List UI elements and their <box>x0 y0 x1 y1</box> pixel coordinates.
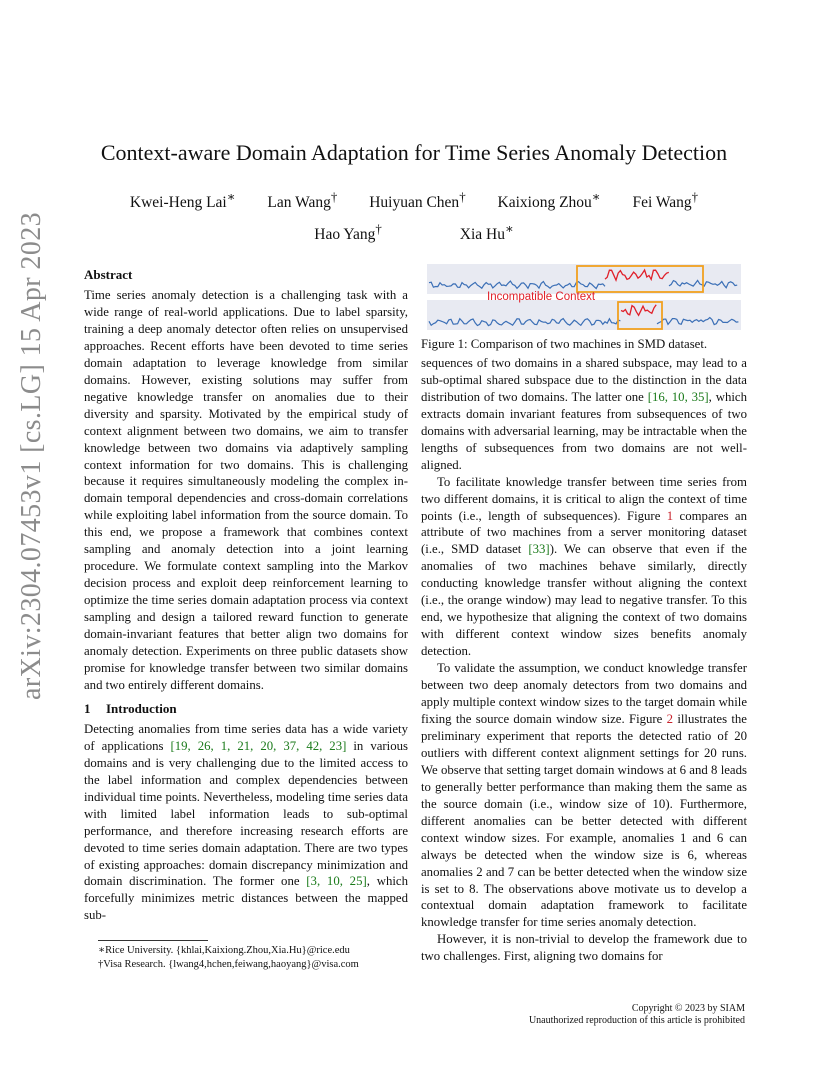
footnote-rule <box>98 940 208 941</box>
footnotes <box>84 940 414 972</box>
left-column <box>84 266 408 924</box>
author-row-2 <box>0 216 828 248</box>
author-list <box>0 184 828 248</box>
abstract-text: Time series anomaly detection is a challenging task with a wide range of real-world applications. Due to label sparsity, training a deep anomaly detector often relies on unsupervised approaches. Recent efforts have been devoted to time series domain adaptation to leverage knowledge from similar domains. However, existing solutions may suffer from negative knowledge transfer on anomalies due to their diversity and sparsity. Motivated by the empirical study of context alignment between two domains, we aim to transfer knowledge between two domains via adaptively sampling context information for two domains. This is challenging because it requires simultaneously modeling the complex in-domain temporal dependencies and cross-domain correlations while exploiting label information from the source domain. To this end, we propose a framework that combines context sampling and anomaly detection into a joint learning procedure. We formulate context sampling into the Markov decision process and exploit deep reinforcement learning to optimize the time series domain adaptation process via context sampling and design a tailored reward function to generate domain-invariant features that better align two domains for anomaly detection. Experiments on three public datasets show promise for knowledge transfer between two similar domains and two entirely different domains. <box>84 288 408 692</box>
footnote-visa: †Visa Research. {lwang4,hchen,feiwang,haoyang}@visa.com <box>98 959 359 970</box>
author-row-1 <box>0 184 828 216</box>
time-series-plot <box>427 262 741 332</box>
figure-1 <box>427 262 741 332</box>
intro-paragraph-1: Detecting anomalies from time series data has a wide variety of applications [19, 26, 1, 21, 20, 37, 42, 23] in various domains and is very challenging due to the limited access to the label information and complex dependencies between individual time points. Nevertheless, modeling time series data with limited label information leads to sub-optimal performance, and therefore increasing research efforts are devoted to time series domain adaptation. There are two types of existing approaches: domain discrepancy minimization and domain discrimination. The former one [3, 10, 25], which forcefully minimizes metric distances between the mapped sub- <box>84 721 408 923</box>
copyright-notice <box>529 1003 745 1027</box>
intro-paragraph-5: However, it is non-trivial to develop the framework due to two challenges. First, aligning two domains for <box>421 932 747 964</box>
figure-link[interactable]: 2 <box>666 711 674 726</box>
paper-title: Context-aware Domain Adaptation for Time Series Anomaly Detection <box>100 140 728 165</box>
author: Kaixiong Zhou∗ <box>497 189 601 212</box>
intro-paragraph-4: To validate the assumption, we conduct knowledge transfer between two deep anomaly detectors from two domains and apply multiple context window sizes to the target domain while fixing the source domain window size. Figure 2 illustrates the preliminary experiment that reports the detected ratio of 20 outliers with different context alignment settings for 20 runs. We observe that setting target domain windows at 6 and 8 leads to generally better performance than making them the same as the source domain (i.e., window size of 10). Furthermore, different anomalies can be better detected with different context window sizes. For example, anomalies 1 and 6 can always be detected when the window size is 6, whereas anomalies 2 and 7 can be better detected when the window size is set to 8. The observations above motivate us to develop a contextual domain adaptation framework to facilitate knowledge transfer for time series anomaly detection. <box>421 661 747 930</box>
author: Hao Yang† <box>314 221 382 244</box>
citation-link[interactable]: [19, 26, 1, 21, 20, 37, 42, 23] <box>170 738 347 753</box>
plot-background-bottom <box>427 300 741 330</box>
figure-caption: Figure 1: Comparison of two machines in SMD dataset. <box>421 337 708 351</box>
citation-link[interactable]: [3, 10, 25] <box>306 874 367 889</box>
abstract-heading: Abstract <box>84 267 133 282</box>
intro-heading: 1 Introduction <box>84 700 177 716</box>
right-column <box>421 262 747 965</box>
arxiv-identifier: arXiv:2304.07453v1 [cs.LG] 15 Apr 2023 <box>16 211 47 700</box>
footnote-rice: ∗Rice University. {khlai,Kaixiong.Zhou,Xia.Hu}@rice.edu <box>98 945 350 956</box>
author: Xia Hu∗ <box>459 221 514 244</box>
reproduction-notice: Unauthorized reproduction of this article is prohibited <box>528 1015 745 1026</box>
citation-link[interactable]: [16, 10, 35] <box>647 389 709 404</box>
author: Kwei-Heng Lai∗ <box>129 189 236 212</box>
plot-background-top <box>427 264 741 294</box>
author: Huiyuan Chen† <box>369 189 466 212</box>
figure-link[interactable]: 1 <box>666 508 674 523</box>
author: Lan Wang† <box>267 189 338 212</box>
author: Fei Wang† <box>632 189 699 212</box>
intro-paragraph-2: sequences of two domains in a shared subspace, may lead to a sub-optimal shared subspace due to the distinction in the data distribution of two domains. The latter one [16, 10, 35], which extracts domain invariant features from subsequences of two domains with adversarial learning, may be intractable when the lengths of subsequences from two domains are not well-aligned. <box>421 355 747 472</box>
incompatible-context-label: Incompatible Context <box>487 291 596 303</box>
citation-link[interactable]: [33] <box>528 542 550 557</box>
intro-paragraph-3: To facilitate knowledge transfer between time series from two different domains, it is critical to align the context of time points (i.e., length of subsequences). Figure 1 compares an attribute of two machines from a server monitoring dataset (i.e., SMD dataset [33]). We can observe that even if the anomalies of two machines behave similarly, directly conducting knowledge transfer without aligning the context (i.e., the orange window) may lead to negative transfer. To this end, we hypothesize that aligning the context of two domains with different context window sizes benefits anomaly detection. <box>421 474 747 659</box>
copyright-line: Copyright © 2023 by SIAM <box>631 1003 745 1014</box>
